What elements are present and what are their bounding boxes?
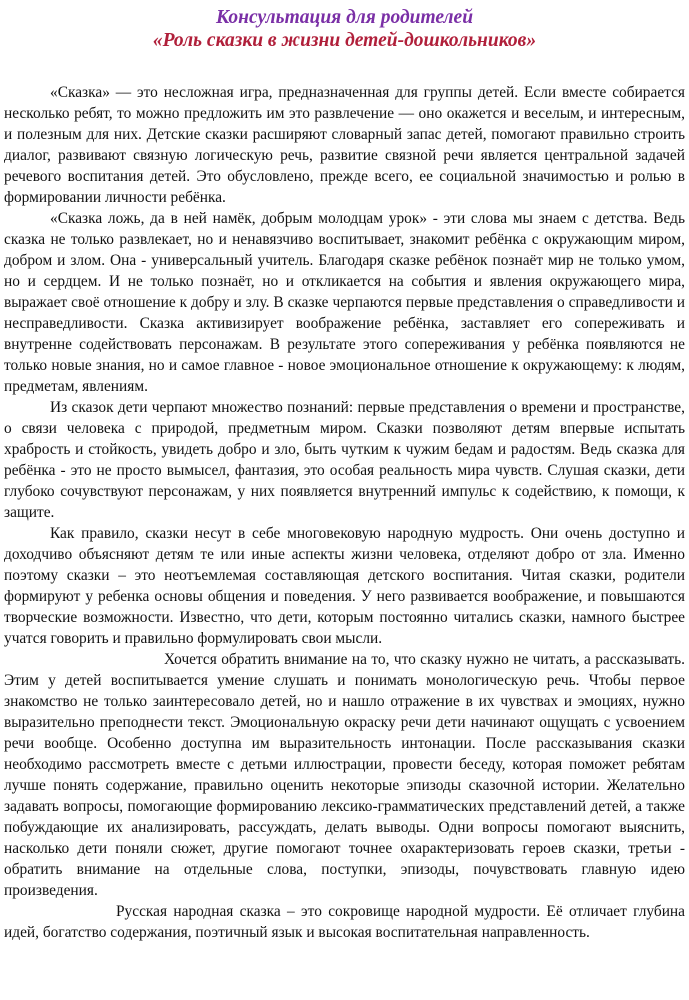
paragraph-6: Русская народная сказка – это сокровище народной мудрости. Её отличает глубина идей, богатство содержания, поэтичный язык и высокая воспитательная направленность. xyxy=(4,903,685,941)
paragraph-5: Хочется обратить внимание на то, что сказку нужно не читать, а рассказывать. Этим у детей воспитывается умение слушать и понимать монологическую речь. Чтобы первое знакомство не только заинтересовало детей, но и нашло отражение в их чувствах и эмоциях, нужно выразительно преподнести текст. Эмоциональную окраску речи дети начинают ощущать с усвоением речи вообще. Особенно доступна им выразительность интонации. После рассказывания сказки необходимо рассмотреть вместе с детьми иллюстрации, провести беседу, которая поможет ребятам лучше понять содержание, правильно оценить некоторые эпизоды сказочной истории. Желательно задавать вопросы, помогающие формированию лексико-грамматических представлений детей, а также побуждающие их анализировать, рассуждать, делать выводы. Одни вопросы помогают выяснить, насколько дети поняли сюжет, другие помогают точнее охарактеризовать героев сказки, третьи - обратить внимание на отдельные слова, поступки, эпизоды, почувствовать главную идею произведения. xyxy=(4,651,685,899)
header-subtitle: Консультация для родителей xyxy=(215,7,474,28)
document-body xyxy=(4,82,685,943)
header-title: «Роль сказки в жизни детей-дошкольников» xyxy=(152,30,537,51)
paragraph-1: «Сказка» — это несложная игра, предназначенная для группы детей. Если вместе собирается несколько ребят, то можно предложить им это развлечение — оно окажется и веселым, и интересным, и полезным для них. Детские сказки расширяют словарный запас детей, помогают правильно строить диалог, развивают связную логическую речь, развитие связной речи является центральной задачей речевого воспитания детей. Это обусловлено, прежде всего, ее социальной значимостью и ролью в формировании личности ребёнка. xyxy=(4,84,685,206)
paragraph-2: «Сказка ложь, да в ней намёк, добрым молодцам урок» - эти слова мы знаем с детства. Ведь сказка не только развлекает, но и ненавязчиво воспитывает, знакомит ребёнка с окружающим миром, добром и злом. Она - универсальный учитель. Благодаря сказке ребёнок познаёт мир не только умом, но и сердцем. И не только познаёт, но и откликается на события и явления окружающего мира, выражает своё отношение к добру и злу. В сказке черпаются первые представления о справедливости и несправедливости. Сказка активизирует воображение ребёнка, заставляет его сопереживать и внутренне содействовать персонажам. В результате этого сопереживания у ребёнка появляются не только новые знания, но и самое главное - новое эмоциональное отношение к окружающему: к людям, предметам, явлениям. xyxy=(4,210,685,395)
paragraph-4: Как правило, сказки несут в себе многовековую народную мудрость. Они очень доступно и доходчиво объясняют детям те или иные аспекты жизни человека, отделяют добро от зла. Именно поэтому сказки – это неотъемлемая составляющая детского воспитания. Читая сказки, родители формируют у ребенка основы общения и поведения. У него развивается воображение, и повышаются творческие возможности. Известно, что дети, которым постоянно читались сказки, намного быстрее учатся говорить и правильно формулировать свои мысли. xyxy=(4,525,685,647)
document-header xyxy=(4,6,685,52)
paragraph-3: Из сказок дети черпают множество познаний: первые представления о времени и пространстве, о связи человека с природой, предметным миром. Сказки позволяют детям впервые испытать храбрость и стойкость, увидеть добро и зло, быть чутким к чужим бедам и радостям. Ведь сказка для ребёнка - это не просто вымысел, фантазия, это особая реальность мира чувств. Слушая сказки, дети глубоко сочувствуют персонажам, у них появляется внутренний импульс к содействию, к помощи, к защите. xyxy=(4,399,685,521)
